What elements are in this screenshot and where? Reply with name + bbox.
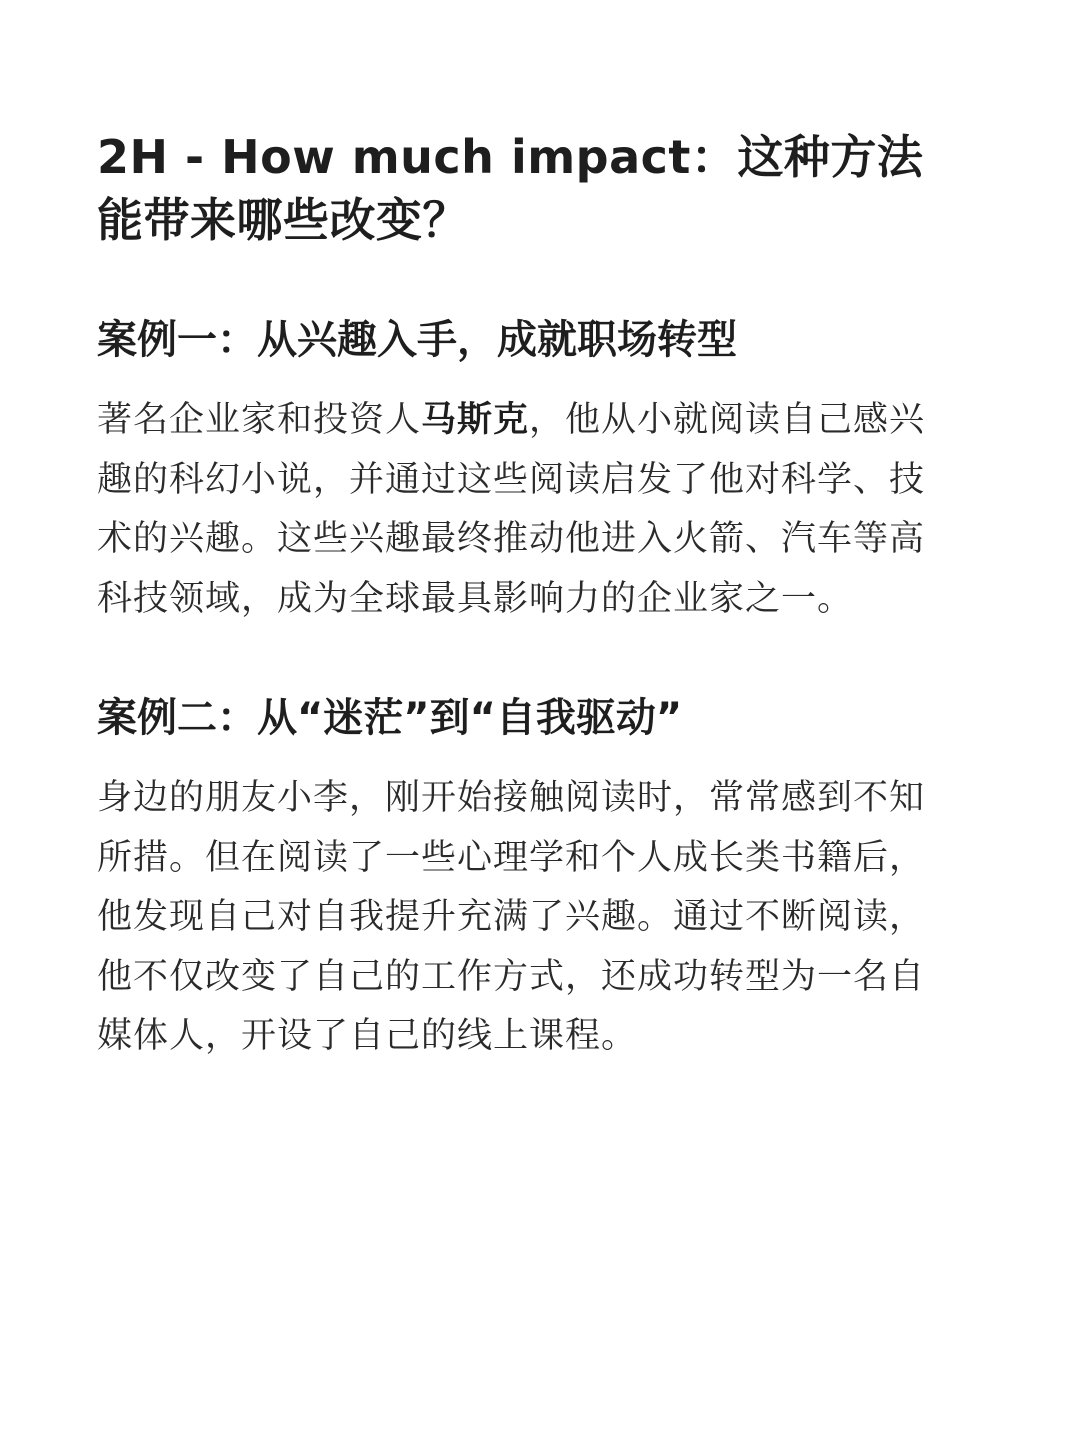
case-one-paragraph (97, 391, 930, 629)
case-one-text-start: 著名企业家和投资人 (97, 400, 422, 440)
case-one-text-end: ，他从小就阅读自己感兴趣的科幻小说，并通过这些阅读启发了他对科学、技术的兴趣。这些兴趣最终推动他进入火箭、汽车等高科技领域，成为全球最具影响力的企业家之一。 (97, 400, 926, 619)
case-two-heading: 案例二：从“迷茫”到“自我驱动” (97, 695, 683, 741)
case-one-heading: 案例一：从兴趣入手，成就职场转型 (97, 317, 737, 363)
page-title: 2H - How much impact：这种方法能带来哪些改变？ (97, 130, 924, 247)
case-two-paragraph: 身边的朋友小李，刚开始接触阅读时，常常感到不知所措。但在阅读了一些心理学和个人成长类书籍后，他发现自己对自我提升充满了兴趣。通过不断阅读，他不仅改变了自己的工作方式，还成功转型为一名自媒体人，开设了自己的线上课程。 (97, 778, 926, 1056)
case-one-emphasis: 马斯克 (421, 400, 530, 440)
